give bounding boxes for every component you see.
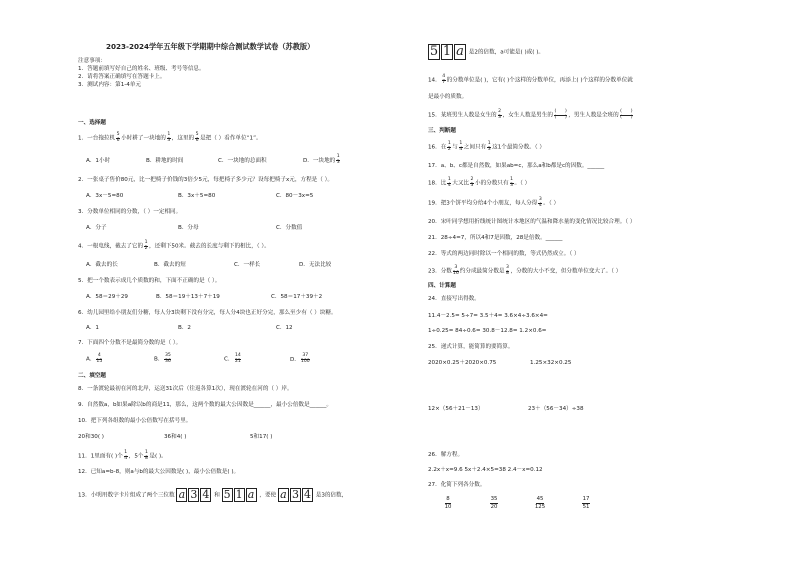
question-20: 20．宋叶同学想用折线统计图统计本地区的气温和降水量的变化情况比较合理。（ ） [428,219,636,225]
option-c[interactable]: C．一块地的总面积 [218,157,267,164]
option-b[interactable]: B．耕地的时间 [146,157,184,164]
option-a[interactable]: A．1小时 [86,157,111,164]
q4-options [86,262,331,269]
pair-1: 20和30( ) [78,434,104,440]
fraction: $\frac{37}{100}$ [300,353,310,364]
option-b[interactable]: B．58＝19＋13＋7＋19 [156,294,220,300]
question-13-continued: 5 1 a 是2的倍数，a可能是( )或( )。 [429,44,544,59]
option-a[interactable]: A．分子 [86,225,107,231]
calc-row-1: 11.4－2.5= 5÷7= 3.5＋4= 3.6×4÷3.6×4= [428,313,548,319]
fraction: $\frac{35}{20}$ [490,496,498,510]
question-26: 26．解方程。 [428,452,464,458]
question-1: 1．一台拖拉机 $\frac{5}{6}$ 小时耕了一块地的 $\frac{1}{3}$ ，这里的 $\frac{5}{6}$ 是把（ ）看作单位“1”。 [78,132,262,143]
fraction: $\frac{8}{10}$ [444,496,452,510]
question-5: 5．把一个数表示成几个质数的和，下面不正确的是（ ）。 [78,278,221,284]
q27-fractions [428,496,612,511]
question-14: 14． $\frac{4}{7}$ 的分数单位是( )，它有( )个这样的分数单位，再添上( )个这样的分数单位就 [428,74,633,85]
pair-3: 5和17( ) [250,434,273,440]
fraction: $\frac{1}{3}$ [510,177,513,188]
question-6: 6．幼儿园里给小朋友们分糖，每人分3块剩下没有分完，每人分4块也正好分完，那么至少有（ ）块糖。 [78,310,337,316]
q3-options [86,225,302,232]
digit-card: 5 [429,44,439,59]
digit-card: a [176,488,187,502]
question-12: 12．已知a=b-8，则a与b的最大公因数是( )，最小公倍数是( )。 [78,469,240,475]
question-27: 27．化简下列各分数。 [428,482,486,488]
blank-fraction[interactable]: $\frac{( )}{( )}$ [554,109,567,120]
section-fill: 二、填空题 [78,373,106,379]
digit-card: a [278,488,289,502]
question-18: 18．比 $\frac{1}{4}$ 大又比 $\frac{2}{3}$ 小的分数只有 $\frac{1}{3}$ 。（ ） [428,177,531,188]
question-17: 17．a、b、c都是自然数，如果ab=c，那么a和b都是c的因数。______ [428,163,605,169]
fraction: $\frac{3}{16}$ [452,265,459,276]
fraction: $\frac{1}{3}$ [336,154,340,165]
digit-card: 4 [303,488,311,501]
option-b[interactable]: B． $\frac{35}{36}$ [154,353,171,364]
question-8: 8．一条渡轮最初在河的北岸，运送31次后（往返各算1次），现在渡轮在河的（ ）岸。 [78,386,293,392]
question-2: 2．一张桌子售价80元，比一把椅子价钱的3倍少5元，每把椅子多少元？设每把椅子x元，方程是（ ）。 [78,177,334,183]
q5-options [86,294,322,301]
option-b[interactable]: B．3x＋5=80 [178,193,216,199]
fraction: $\frac{2}{3}$ [498,109,502,120]
digit-card: 5 [223,488,231,501]
q1-options [86,155,341,165]
option-a[interactable]: A．截去的长 [86,262,118,268]
fraction: $\frac{3}{4}$ [538,197,542,208]
option-c[interactable]: C．一样长 [234,262,261,268]
digit-card: a [246,488,257,502]
fraction: $\frac{17}{51}$ [582,496,590,510]
option-a[interactable]: A．3x－5=80 [86,193,124,199]
note-item: 3．测试内容：第1-4单元 [78,82,142,88]
option-b[interactable]: B．分母 [178,225,199,231]
question-11: 11．1里面有( )个 $\frac{1}{4}$ ，5个 $\frac{1}{8}$ 是( )。 [78,450,167,461]
blank-fraction[interactable]: $\frac{( )}{( )}$ [620,109,633,120]
question-24: 24．直接写出得数。 [428,296,480,302]
question-4: 4．一根电线，截去了它的 $\frac{1}{2}$ ，还剩下50米。截去的长度与剩下的相比，（ ）。 [78,240,270,251]
digit-card: 3 [190,488,198,501]
fraction: $\frac{4}{7}$ [442,74,446,85]
question-7: 7．下面四个分数不是最简分数的是（ ）。 [78,340,182,346]
question-19: 19．把3个饼平均分给4个小朋友，每人分得 $\frac{3}{4}$ 。（ ） [428,197,560,208]
fraction: $\frac{1}{3}$ [487,141,491,152]
question-22: 22．等式的两边同时除以一个相同的数，等式仍然成立。（ ） [428,251,580,257]
option-b[interactable]: B．2 [178,325,191,331]
calc-row-4: 12×（56＋21－13） 23＋（56－34）÷38 [428,406,584,412]
question-3: 3．分数单位相同的分数，（ ）一定相同。 [78,209,182,215]
question-25: 25．递式计算，能简算的要简算。 [428,344,514,350]
digit-card: 4 [202,488,210,501]
q6-options [86,325,293,332]
option-a[interactable]: A．58＝29＋29 [86,294,128,300]
calc-row-2: 1÷0.25= 84÷0.6= 30.8－12.8= 1.2×0.6= [428,328,547,334]
option-c[interactable]: C．12 [276,325,293,331]
fraction: $\frac{1}{2}$ [447,141,451,152]
option-d[interactable]: D． $\frac{37}{100}$ [290,353,310,364]
option-a[interactable]: A．1 [86,325,99,331]
equation-row: 2.2x＋x=9.6 5x＋2.4×5=38 2.4－x=0.12 [428,467,543,473]
digit-card: 3 [291,488,299,501]
question-14-line2: 是最小的质数。 [428,94,468,100]
fraction: $\frac{5}{6}$ [195,132,199,143]
pair-2: 36和4( ) [164,434,187,440]
fraction: $\frac{1}{4}$ [124,450,128,461]
question-9: 9．自然数a，b如果a除以b的商是11，那么，这两个数的最大公因数是______，最小公倍数是______。 [78,402,332,408]
fraction: $\frac{14}{21}$ [235,353,241,364]
fraction: $\frac{4}{15}$ [96,353,103,364]
note-item: 2．请将答案正确填写在答题卡上。 [78,74,166,80]
section-calc: 四、计算题 [428,283,456,289]
option-d[interactable]: D．无法比较 [299,262,332,268]
question-21: 21．28÷4=7，所以4和7是因数，28是倍数。______ [428,235,563,241]
fraction: $\frac{3}{8}$ [506,265,509,276]
question-13: 13．小明用数字卡片组成了两个三位数 a 3 4 和 5 1 a ，要使 a 3 4 是3的倍数， [78,488,348,501]
question-23: 23．分数 $\frac{3}{16}$ 约分成最简分数是 $\frac{3}{8}$ ，分数的大小不变，但分数单位变大了。（ ） [428,265,622,276]
note-item: 1．答题前填写好自己的姓名、班级、考号等信息。 [78,66,205,72]
page-title: 2023-2024学年五年级下学期期中综合测试数学试卷（苏教版） [106,42,315,51]
option-c[interactable]: C．58＝17＋39＋2 [271,294,323,300]
fraction: $\frac{1}{4}$ [459,141,463,152]
option-c[interactable]: C．80－3x=5 [276,193,314,199]
q7-options [86,354,311,364]
q10-pairs [78,434,272,441]
question-15: 15．某班男生人数是女生的 $\frac{2}{3}$ ，女生人数是男生的 $\frac{( )}{( )}$ ，男生人数是全班的 $\frac{( )}{( )}$ [428,109,633,120]
notes-heading: 注意事项： [78,58,106,64]
option-d[interactable]: D．一块地的 $\frac{1}{3}$ [303,154,340,165]
fraction: $\frac{5}{6}$ [116,132,120,143]
digit-card: 1 [442,44,452,59]
question-16: 16．在 $\frac{1}{2}$ 与 $\frac{1}{4}$ 之间只有 $\frac{1}{3}$ 这1个最简分数。（ ） [428,141,546,152]
fraction: $\frac{1}{4}$ [447,177,451,188]
option-a[interactable]: A． $\frac{4}{15}$ [86,353,103,364]
option-c[interactable]: C．分数值 [276,225,303,231]
question-10: 10．把下列各组数的最小公倍数写在括号里。 [78,418,192,424]
calc-row-3: 2020×0.25＋2020×0.75 1.25×32×0.25 [428,360,572,366]
q2-options [86,193,313,200]
fraction: $\frac{2}{3}$ [470,177,474,188]
option-c[interactable]: C． $\frac{14}{21}$ [224,353,241,364]
fraction: $\frac{1}{2}$ [144,240,148,251]
section-judge: 三、判断题 [428,128,456,134]
fraction: $\frac{1}{3}$ [167,132,171,143]
digit-card: 1 [235,488,243,501]
fraction: $\frac{35}{36}$ [164,353,171,364]
section-choice: 一、选择题 [78,120,106,126]
digit-card: a [454,44,466,60]
fraction: $\frac{45}{125}$ [534,496,546,510]
fraction: $\frac{1}{8}$ [144,450,148,461]
option-b[interactable]: B．截去的短 [154,262,186,268]
